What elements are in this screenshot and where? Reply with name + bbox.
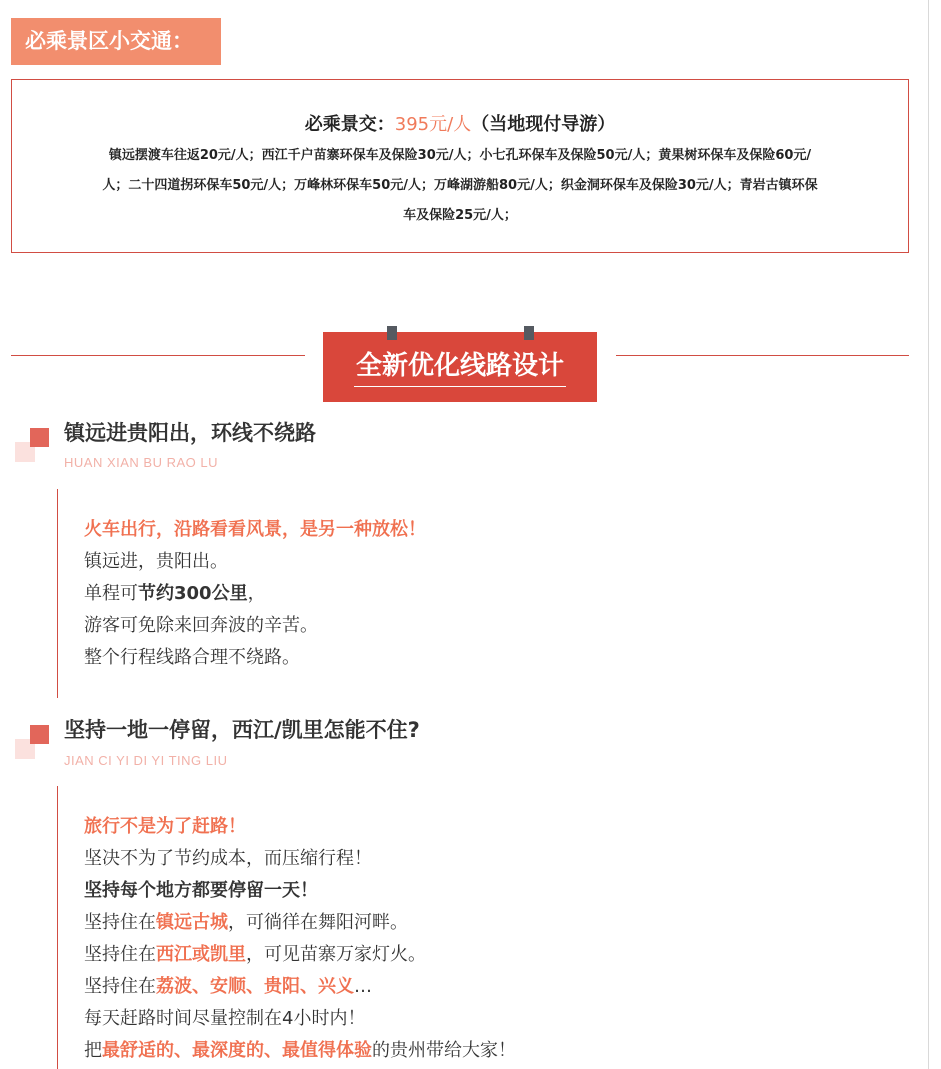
transport-price: 395元/人: [394, 114, 472, 135]
section1-line: 游客可免除来回奔波的辛苦。: [84, 615, 318, 636]
page-edge-rule: [928, 0, 929, 1069]
transport-detail-line: 人；二十四道拐环保车50元/人；万峰林环保车50元/人；万峰湖游船80元/人；织金洞环保车及保险30元/人；青岩古镇环保: [102, 178, 818, 193]
section1-line: 整个行程线路合理不绕路。: [84, 647, 300, 668]
section2-vertical-rule: [57, 786, 58, 1069]
section1-content: [84, 514, 426, 674]
section2-line4-hl: 西江或凯里: [156, 944, 246, 965]
section1-line2-post: ，: [247, 583, 266, 604]
section1-line2-bold: 节约300公里: [138, 583, 248, 604]
banner-divider-left: [11, 355, 305, 356]
banner-title: 全新优化线路设计: [354, 348, 566, 387]
section2-line: [84, 907, 516, 939]
section1-line2-pre: 单程可: [84, 583, 138, 604]
section2-line: [84, 971, 516, 1003]
section2-line3-post: ，可徜徉在舞阳河畔。: [228, 912, 408, 933]
banner-pin-icon: [524, 326, 534, 340]
section2-line5-hl: 荔波、安顺、贵阳、兴义: [156, 976, 354, 997]
banner-pin-icon: [387, 326, 397, 340]
banner-divider-right: [616, 355, 909, 356]
section1-highlight: 火车出行，沿路看看风景，是另一种放松！: [84, 519, 426, 540]
section2-subtitle: JIAN CI YI DI YI TING LIU: [64, 753, 228, 768]
transport-detail-line: 镇远摆渡车往返20元/人；西江千户苗寨环保车及保险30元/人；小七孔环保车及保险50元/人；黄果树环保车及保险60元/: [108, 148, 812, 163]
section1-subtitle: HUAN XIAN BU RAO LU: [64, 455, 218, 470]
section1-line: [84, 578, 426, 610]
transport-title: [42, 111, 878, 139]
section2-line7-hl: 最舒适的、最深度的、最值得体验: [102, 1040, 372, 1061]
section1-line: 镇远进，贵阳出。: [84, 551, 228, 572]
section2-line3-hl: 镇远古城: [156, 912, 228, 933]
transport-info-box: [11, 79, 909, 253]
section2-highlight: 旅行不是为了赶路！: [84, 816, 246, 837]
section2-line: 每天赶路时间尽量控制在4小时内！: [84, 1008, 366, 1029]
route-design-banner: [323, 332, 597, 402]
corner-square-dark: [30, 428, 49, 447]
transport-title-suffix: （当地现付导游）: [471, 114, 616, 135]
section2-title: 坚持一地一停留，西江/凯里怎能不住?: [64, 718, 420, 742]
section2-line4-pre: 坚持住在: [84, 944, 156, 965]
section2-line: 坚决不为了节约成本，而压缩行程！: [84, 848, 372, 869]
section2-content: [84, 811, 516, 1067]
transport-detail: [42, 141, 878, 231]
transport-title-prefix: 必乘景交：: [304, 114, 395, 135]
section1-vertical-rule: [57, 489, 58, 698]
section1-title: 镇远进贵阳出，环线不绕路: [64, 421, 316, 445]
section2-line5-pre: 坚持住在: [84, 976, 156, 997]
section2-line7-pre: 把: [84, 1040, 102, 1061]
corner-square-dark: [30, 725, 49, 744]
section-tag-transport: 必乘景区小交通：: [11, 18, 221, 65]
section2-line: [84, 1035, 516, 1067]
section2-line7-post: 的贵州带给大家！: [372, 1040, 516, 1061]
section2-line-bold: 坚持每个地方都要停留一天！: [84, 880, 318, 901]
transport-detail-line: 车及保险25元/人；: [403, 208, 517, 223]
section2-line3-pre: 坚持住在: [84, 912, 156, 933]
section2-line: [84, 939, 516, 971]
section2-line4-post: ，可见苗寨万家灯火。: [246, 944, 426, 965]
section2-line5-post: …: [354, 976, 372, 997]
